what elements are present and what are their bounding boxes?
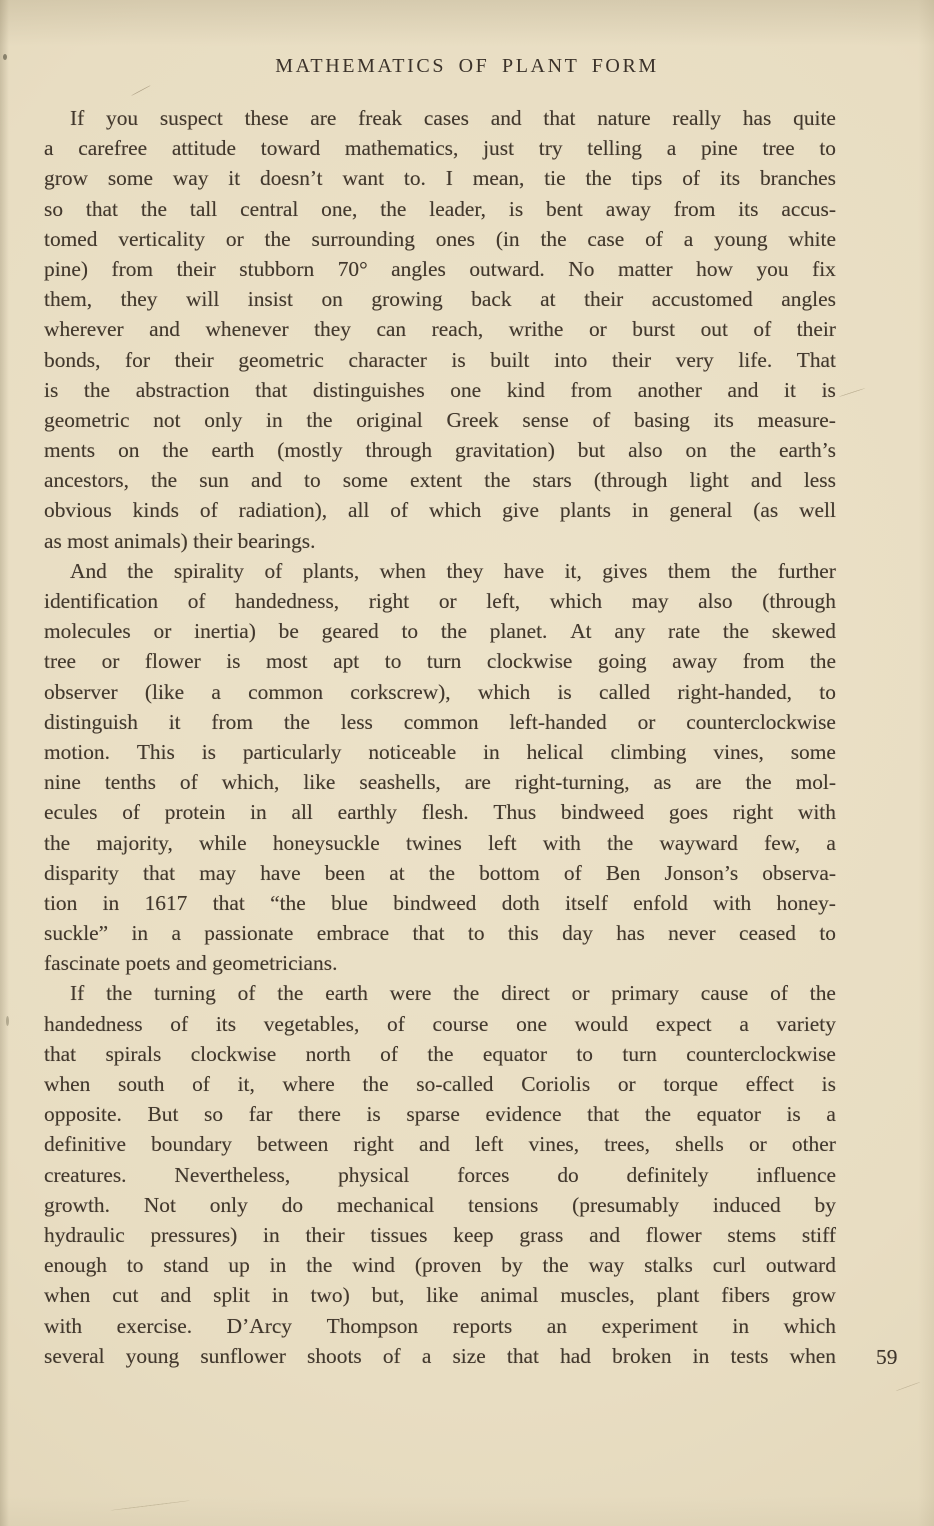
text-line: nine tenths of which, like seashells, are right-turning, as are the mol- <box>44 770 836 795</box>
text-block <box>44 103 836 1371</box>
text-line: hydraulic pressures) in their tissues keep grass and flower stems stiff <box>44 1222 836 1247</box>
text-line: molecules or inertia) be geared to the planet. At any rate the skewed <box>44 619 836 644</box>
text-line: a carefree attitude toward mathematics, just try telling a pine tree to <box>44 136 836 161</box>
text-line: tion in 1617 that “the blue bindweed doth itself enfold with honey- <box>44 890 836 915</box>
text-line: ancestors, the sun and to some extent the stars (through light and less <box>44 468 836 493</box>
text-line: If you suspect these are freak cases and that nature really has quite <box>70 106 836 130</box>
text-line: with exercise. D’Arcy Thompson reports an experiment in which <box>44 1313 836 1338</box>
text-line: identification of handedness, right or left, which may also (through <box>44 589 836 613</box>
text-line: tree or flower is most apt to turn clockwise going away from the <box>44 649 836 674</box>
text-line: If the turning of the earth were the direct or primary cause of the <box>70 981 836 1006</box>
text-line: obvious kinds of radiation), all of which give plants in general (as well <box>44 498 836 523</box>
text-line: as most animals) their bearings. <box>44 528 316 553</box>
text-line: fascinate poets and geometricians. <box>44 951 338 976</box>
paper-scratch <box>839 388 866 398</box>
text-line: so that the tall central one, the leader, is bent away from its accus- <box>44 196 836 221</box>
text-line: when south of it, where the so-called Coriolis or torque effect is <box>44 1072 836 1096</box>
text-line: several young sunflower shoots of a size that had broken in tests when <box>44 1343 836 1368</box>
text-line: tomed verticality or the surrounding ones (in the case of a young white <box>44 226 836 251</box>
text-line: them, they will insist on growing back at their accustomed angles <box>44 287 836 312</box>
running-header: MATHEMATICS OF PLANT FORM <box>275 55 659 77</box>
text-line: enough to stand up in the wind (proven by the way stalks curl outward <box>44 1253 836 1278</box>
text-line: pine) from their stubborn 70° angles outward. No matter how you fix <box>44 256 836 281</box>
text-line: distinguish it from the less common left-handed or counterclockwise <box>44 709 836 734</box>
text-line: ments on the earth (mostly through gravitation) but also on the earth’s <box>44 438 836 463</box>
text-line: that spirals clockwise north of the equator to turn counterclockwise <box>44 1041 836 1066</box>
text-line: growth. Not only do mechanical tensions (presumably induced by <box>44 1192 836 1217</box>
text-line: motion. This is particularly noticeable in helical climbing vines, some <box>44 739 836 764</box>
text-line: is the abstraction that distinguishes one kind from another and it is <box>44 377 836 402</box>
text-line: handedness of its vegetables, of course one would expect a variety <box>44 1011 836 1036</box>
text-line: grow some way it doesn’t want to. I mean, tie the tips of its branches <box>44 166 836 191</box>
text-line: And the spirality of plants, when they have it, gives them the further <box>70 558 836 583</box>
page-number: 59 <box>876 1345 898 1369</box>
text-line: the majority, while honeysuckle twines left with the wayward few, a <box>44 830 836 855</box>
text-line: geometric not only in the original Greek sense of basing its measure- <box>44 407 836 432</box>
text-line: observer (like a common corkscrew), which is called right-handed, to <box>44 679 836 704</box>
paper-speck <box>6 1016 9 1026</box>
text-line: opposite. But so far there is sparse evidence that the equator is a <box>44 1102 836 1127</box>
paper-scratch <box>131 85 151 96</box>
text-line: when cut and split in two) but, like animal muscles, plant fibers grow <box>44 1283 836 1308</box>
text-line: disparity that may have been at the bottom of Ben Jonson’s observa- <box>44 860 836 885</box>
text-line: ecules of protein in all earthly flesh. Thus bindweed goes right with <box>44 800 836 825</box>
text-line: suckle” in a passionate embrace that to this day has never ceased to <box>44 921 836 946</box>
text-line: wherever and whenever they can reach, writhe or burst out of their <box>44 317 836 342</box>
paper-scratch <box>896 1382 921 1392</box>
text-line: bonds, for their geometric character is built into their very life. That <box>44 347 836 372</box>
paper-scratch <box>110 1500 190 1511</box>
text-line: creatures. Nevertheless, physical forces do definitely influence <box>44 1162 836 1187</box>
text-line: definitive boundary between right and left vines, trees, shells or other <box>44 1132 836 1157</box>
